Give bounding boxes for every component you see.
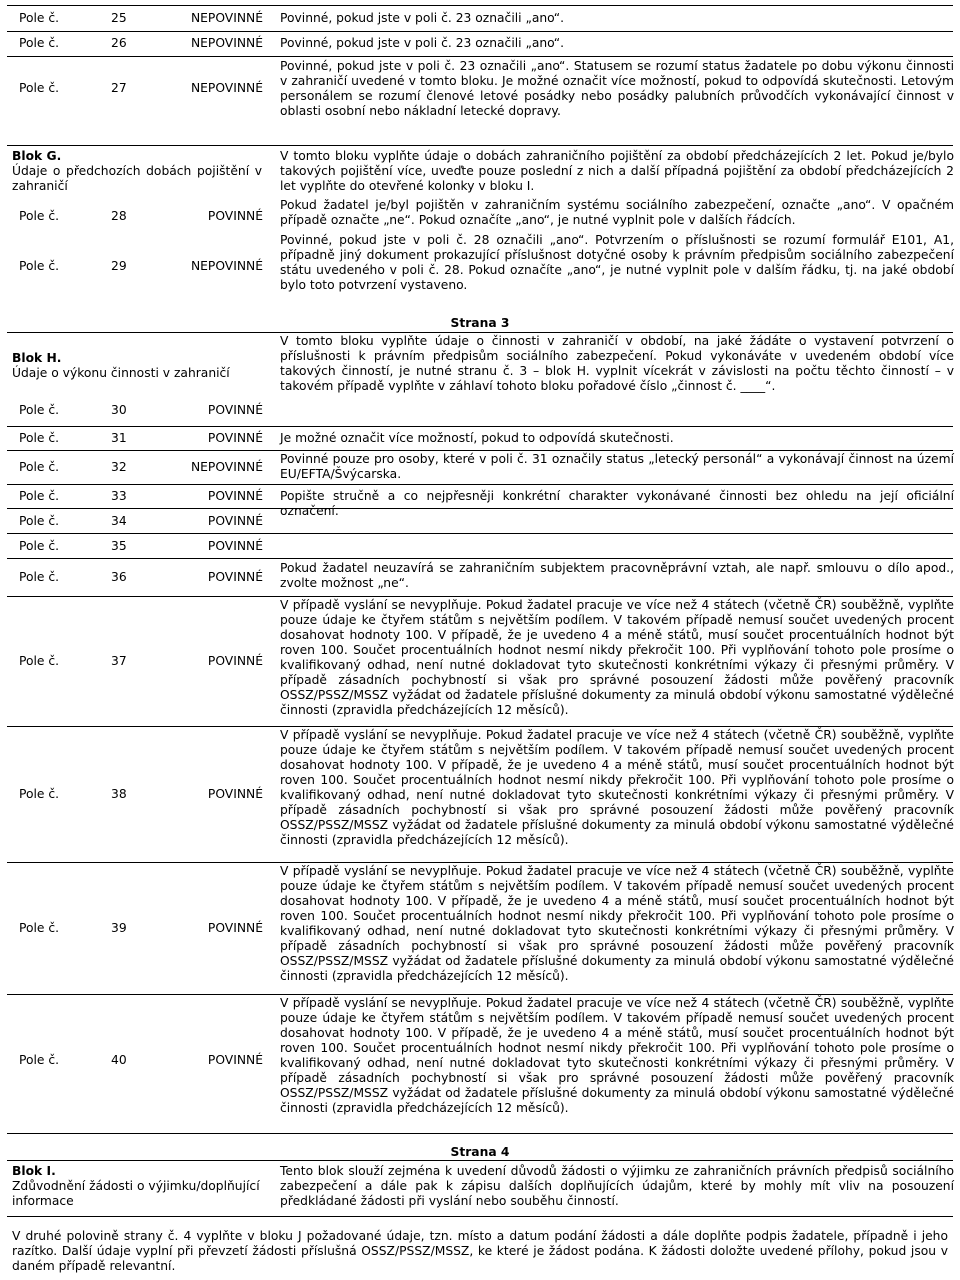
pole-label: Pole č. <box>19 787 60 801</box>
field-status: POVINNÉ <box>207 654 263 668</box>
pole-label: Pole č. <box>19 36 60 50</box>
field-30-label <box>19 403 263 418</box>
field-40-description: V případě vyslání se nevyplňuje. Pokud žadatel pracuje ve více než 4 státech (včetně ČR) souběžně, vyplňte pouze údaje ke čtyřem státům s největším podílem. V takovém případě nemusí součet uvedených procent dosahovat hodnoty 100. V případě, že je uvedeno 4 a méně států, musí součet procentuálních hodnot být roven 100. Součet procentuálních hodnot nesmí nikdy překročit 100. Při vyplňování tohoto pole prosíme o kvalifikovaný odhad, není nutné dokladovat tyto skutečnosti konkrétními výkazy či přesnými průměry. V případě zásadních pochybností si však pro správné posouzení žádosti může pověřený pracovník OSSZ/PSSZ/MSSZ vyžádat od žadatele příslušné dokumenty za minulá období výkonu samostatné výdělečné činnosti (zpravidla předcházejících 12 měsíců). <box>280 996 954 1115</box>
row-field-25 <box>7 5 953 32</box>
field-number: 29 <box>111 259 127 273</box>
page-3-heading: Strana 3 <box>450 316 510 330</box>
row-field-31 <box>7 426 953 451</box>
field-31-label <box>19 431 263 446</box>
field-status: POVINNÉ <box>207 921 263 935</box>
field-34-label <box>19 514 263 529</box>
field-status: NEPOVINNÉ <box>190 36 263 50</box>
block-i-subtitle: Zdůvodnění žádosti o výjimku/doplňující informace <box>12 1179 260 1208</box>
row-field-36 <box>7 558 953 597</box>
field-number: 30 <box>111 403 127 417</box>
field-number: 25 <box>111 11 127 25</box>
field-number: 33 <box>111 489 127 503</box>
pole-label: Pole č. <box>19 489 60 503</box>
pole-label: Pole č. <box>19 259 60 273</box>
field-27-description: Povinné, pokud jste v poli č. 23 označili „ano“. Statusem se rozumí status žadatele po dobu výkonu činnosti v zahraničí uvedené v tomto bloku. Je možné označit více možností, pokud to odpovídá skutečnosti. Letovým personálem se rozumí členové letové posádky nebo posádky palubních průvodčích vykonávající činnost v oblasti osobní nebo nákladní letecké dopravy. <box>280 59 954 118</box>
field-status: POVINNÉ <box>207 1053 263 1067</box>
pole-label: Pole č. <box>19 81 60 95</box>
field-25-label <box>19 11 263 26</box>
footer-instructions: V druhé polovině strany č. 4 vyplňte v bloku J požadované údaje, tzn. místo a datum podání žádosti a dále doplňte podpis žadatele, případně i jeho razítko. Další údaje vyplní při převzetí žádosti příslušná OSSZ/PSSZ/MSSZ, ke které je žádost podána. K žádosti doložte uvedené přílohy, pokud jsou v daném případě relevantní. <box>12 1229 948 1273</box>
pole-label: Pole č. <box>19 460 60 474</box>
block-i <box>7 1160 953 1217</box>
field-status: POVINNÉ <box>207 539 263 553</box>
field-40-label <box>19 1053 263 1068</box>
pole-label: Pole č. <box>19 514 60 528</box>
field-status: POVINNÉ <box>207 570 263 584</box>
block-i-title: Blok I. <box>12 1164 56 1178</box>
field-28-label <box>19 209 263 224</box>
field-number: 31 <box>111 431 127 445</box>
field-status: NEPOVINNÉ <box>190 460 263 474</box>
field-status: POVINNÉ <box>207 514 263 528</box>
field-32-label <box>19 460 263 475</box>
field-status: POVINNÉ <box>207 489 263 503</box>
field-37-label <box>19 654 263 669</box>
field-31-description: Je možné označit více možností, pokud to odpovídá skutečnosti. <box>280 431 674 445</box>
field-28-description: Pokud žadatel je/byl pojištěn v zahraničním systému sociálního zabezpečení, označte „ano“. V opačném případě označte „ne“. Pokud označíte „ano“, je nutné vyplnit pole v dalších řádcích. <box>280 198 954 227</box>
row-field-35 <box>7 533 953 559</box>
row-field-37 <box>7 596 953 727</box>
field-35-label <box>19 539 263 554</box>
field-number: 37 <box>111 654 127 668</box>
field-33-description: Popište stručně a co nejpřesněji konkrétní charakter vykonávané činnosti bez ohledu na její oficiální označení. <box>280 489 954 518</box>
field-33-label <box>19 489 263 504</box>
pole-label: Pole č. <box>19 1053 60 1067</box>
pole-label: Pole č. <box>19 654 60 668</box>
page-4-heading: Strana 4 <box>450 1145 510 1159</box>
field-38-description: V případě vyslání se nevyplňuje. Pokud žadatel pracuje ve více než 4 státech (včetně ČR) souběžně, vyplňte pouze údaje ke čtyřem státům s největším podílem. V takovém případě nemusí součet uvedených procent dosahovat hodnoty 100. V případě, že je uvedeno 4 a méně států, musí součet procentuálních hodnot být roven 100. Součet procentuálních hodnot nesmí nikdy překročit 100. Při vyplňování tohoto pole prosíme o kvalifikovaný odhad, není nutné dokladovat tyto skutečnosti konkrétními výkazy či přesnými průměry. V případě zásadních pochybností si však pro správné posouzení žádosti může pověřený pracovník OSSZ/PSSZ/MSSZ vyžádat od žadatele příslušné dokumenty za minulá období výkonu samostatné výdělečné činnosti (zpravidla předcházejících 12 měsíců). <box>280 728 954 847</box>
block-h-title: Blok H. <box>12 351 62 365</box>
field-number: 39 <box>111 921 127 935</box>
field-status: POVINNÉ <box>207 787 263 801</box>
pole-label: Pole č. <box>19 921 60 935</box>
field-status: POVINNÉ <box>207 431 263 445</box>
row-field-39 <box>7 862 953 995</box>
field-status: NEPOVINNÉ <box>190 259 263 273</box>
field-39-label <box>19 921 263 936</box>
block-g-title: Blok G. <box>12 149 62 163</box>
block-g-intro: V tomto bloku vyplňte údaje o dobách zahraničního pojištění za období předcházejících 2 let. Pokud je/bylo takových pojištění více, uveďte pouze poslední z nich a další případná pojištění za období předcházejících 2 let vyplňte do otevřené kolonky v bloku I. <box>280 149 954 193</box>
field-number: 27 <box>111 81 127 95</box>
field-36-label <box>19 570 263 585</box>
field-27-label <box>19 81 263 96</box>
field-status: NEPOVINNÉ <box>190 81 263 95</box>
pole-label: Pole č. <box>19 403 60 417</box>
block-h-intro: V tomto bloku vyplňte údaje o činnosti v zahraničí v období, na jaké žádáte o vystavení potvrzení o příslušnosti k právním předpisům sociálního zabezpečení. Pokud vykonáváte v uvedeném období více takových činností, je nutné stranu č. 3 – blok H. vyplnit vícekrát v závislosti na počtu těchto činností – v takovém případě vyplňte v záhlaví tohoto bloku pořadové číslo „činnost č. ____“. <box>280 334 954 393</box>
field-number: 35 <box>111 539 127 553</box>
field-status: NEPOVINNÉ <box>190 11 263 25</box>
pole-label: Pole č. <box>19 570 60 584</box>
pole-label: Pole č. <box>19 431 60 445</box>
block-h-subtitle: Údaje o výkonu činnosti v zahraničí <box>12 366 230 380</box>
block-h-heading <box>12 351 262 381</box>
pole-label: Pole č. <box>19 209 60 223</box>
field-26-label <box>19 36 263 51</box>
field-32-description: Povinné pouze pro osoby, které v poli č. 31 označily status „letecký personál“ a vykonávají činnost na území EU/EFTA/Švýcarska. <box>280 452 954 481</box>
row-field-33 <box>7 484 954 518</box>
block-g <box>7 145 953 306</box>
field-39-description: V případě vyslání se nevyplňuje. Pokud žadatel pracuje ve více než 4 státech (včetně ČR) souběžně, vyplňte pouze údaje ke čtyřem státům s největším podílem. V takovém případě nemusí součet uvedených procent dosahovat hodnoty 100. V případě, že je uvedeno 4 a méně států, musí součet procentuálních hodnot být roven 100. Součet procentuálních hodnot nesmí nikdy překročit 100. Při vyplňování tohoto pole prosíme o kvalifikovaný odhad, není nutné dokladovat tyto skutečnosti konkrétními výkazy či přesnými průměry. V případě zásadních pochybností si však pro správné posouzení žádosti může pověřený pracovník OSSZ/PSSZ/MSSZ vyžádat od žadatele příslušné dokumenty za minulá období výkonu samostatné výdělečné činnosti (zpravidla předcházejících 12 měsíců). <box>280 864 954 983</box>
pole-label: Pole č. <box>19 539 60 553</box>
field-36-description: Pokud žadatel neuzavírá se zahraničním subjektem pracovněprávní vztah, ale např. smlouvu o dílo apod., zvolte možnost „ne“. <box>280 561 954 590</box>
block-i-heading <box>12 1164 262 1209</box>
field-status: POVINNÉ <box>207 403 263 417</box>
block-h <box>7 332 953 427</box>
field-number: 26 <box>111 36 127 50</box>
row-field-34 <box>7 508 953 534</box>
row-field-40 <box>7 994 953 1134</box>
field-25-description: Povinné, pokud jste v poli č. 23 označili „ano“. <box>280 11 565 25</box>
field-status: POVINNÉ <box>207 209 263 223</box>
field-26-description: Povinné, pokud jste v poli č. 23 označili „ano“. <box>280 36 565 50</box>
block-i-description: Tento blok slouží zejména k uvedení důvodů žádosti o výjimku ze zahraničních právních předpisů sociálního zabezpečení a dále pak k zápisu dalších doplňujících údajům, které by mohly mít vliv na posouzení předkládané žádosti při vyslání nebo souběhu činností. <box>280 1164 954 1208</box>
row-field-32 <box>7 450 953 485</box>
field-29-description: Povinné, pokud jste v poli č. 28 označili „ano“. Potvrzením o příslušnosti se rozumí formulář E101, A1, případně jiný dokument prokazující příslušnost dotyčné osoby k právním předpisům sociálního zabezpečení státu uvedeného v poli č. 28. Pokud označíte „ano“, je nutné vyplnit pole v dalším řádku, tj. na jaké období bylo toto potvrzení vystaveno. <box>280 233 954 292</box>
block-g-heading <box>12 149 262 194</box>
field-number: 32 <box>111 460 127 474</box>
row-field-38 <box>7 726 953 863</box>
field-37-description: V případě vyslání se nevyplňuje. Pokud žadatel pracuje ve více než 4 státech (včetně ČR) souběžně, vyplňte pouze údaje ke čtyřem státům s největším podílem. V takovém případě nemusí součet uvedených procent dosahovat hodnoty 100. V případě, že je uvedeno 4 a méně států, musí součet procentuálních hodnot být roven 100. Součet procentuálních hodnot nesmí nikdy překročit 100. Při vyplňování tohoto pole prosíme o kvalifikovaný odhad, není nutné dokladovat tyto skutečnosti konkrétními výkazy či přesnými průměry. V případě zásadních pochybností si však pro správné posouzení žádosti může pověřený pracovník OSSZ/PSSZ/MSSZ vyžádat od žadatele příslušné dokumenty za minulá období výkonu samostatné výdělečné činnosti (zpravidla předcházejících 12 měsíců). <box>280 598 954 717</box>
pole-label: Pole č. <box>19 11 60 25</box>
field-number: 28 <box>111 209 127 223</box>
field-number: 36 <box>111 570 127 584</box>
row-field-26 <box>7 31 953 57</box>
field-38-label <box>19 787 263 802</box>
block-g-subtitle: Údaje o předchozích dobách pojištění v zahraničí <box>12 164 262 193</box>
field-number: 38 <box>111 787 127 801</box>
field-number: 40 <box>111 1053 127 1067</box>
field-number: 34 <box>111 514 127 528</box>
field-29-label <box>19 259 263 274</box>
row-field-27 <box>7 56 953 128</box>
